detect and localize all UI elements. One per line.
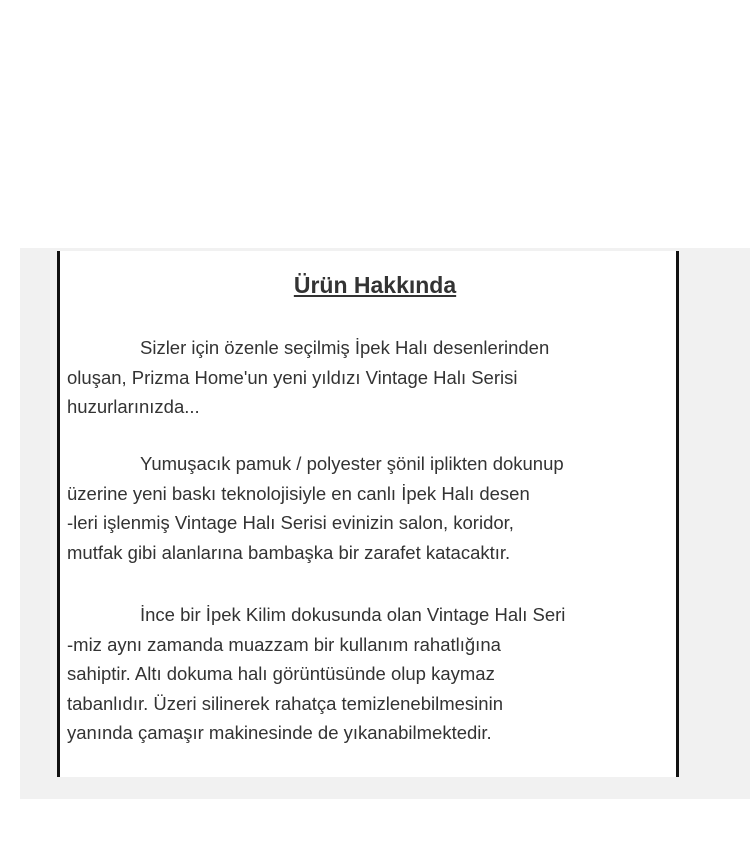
paragraph-features <box>67 600 667 748</box>
paragraph-line: mutfak gibi alanlarına bambaşka bir zarafet katacaktır. <box>67 541 511 563</box>
section-title: Ürün Hakkında <box>293 272 457 298</box>
paragraph-line: üzerine yeni baskı teknolojisiyle en canlı İpek Halı desen <box>67 482 530 504</box>
paragraph-line: İnce bir İpek Kilim dokusunda olan Vintage Halı Seri <box>140 604 566 625</box>
paragraph-line: yanında çamaşır makinesinde de yıkanabilmektedir. <box>67 722 492 743</box>
paragraph-line: Yumuşacık pamuk / polyester şönil iplikten dokunup <box>140 453 564 474</box>
paragraph-intro <box>67 333 667 422</box>
paragraph-line: Sizler için özenle seçilmiş İpek Halı desenlerinden <box>140 337 550 358</box>
paragraph-line: huzurlarınızda... <box>67 396 200 417</box>
paragraph-line: -miz aynı zamanda muazzam bir kullanım rahatlığına <box>67 633 501 655</box>
paragraph-line: sahiptir. Altı dokuma halı görüntüsünde olup kaymaz <box>67 663 495 684</box>
paragraph-line: oluşan, Prizma Home'un yeni yıldızı Vintage Halı Serisi <box>67 366 518 388</box>
paragraph-line: tabanlıdır. Üzeri silinerek rahatça temizlenebilmesinin <box>67 692 503 714</box>
paragraph-line: -leri işlenmiş Vintage Halı Serisi evinizin salon, koridor, <box>67 512 514 533</box>
paragraph-material <box>67 449 667 567</box>
